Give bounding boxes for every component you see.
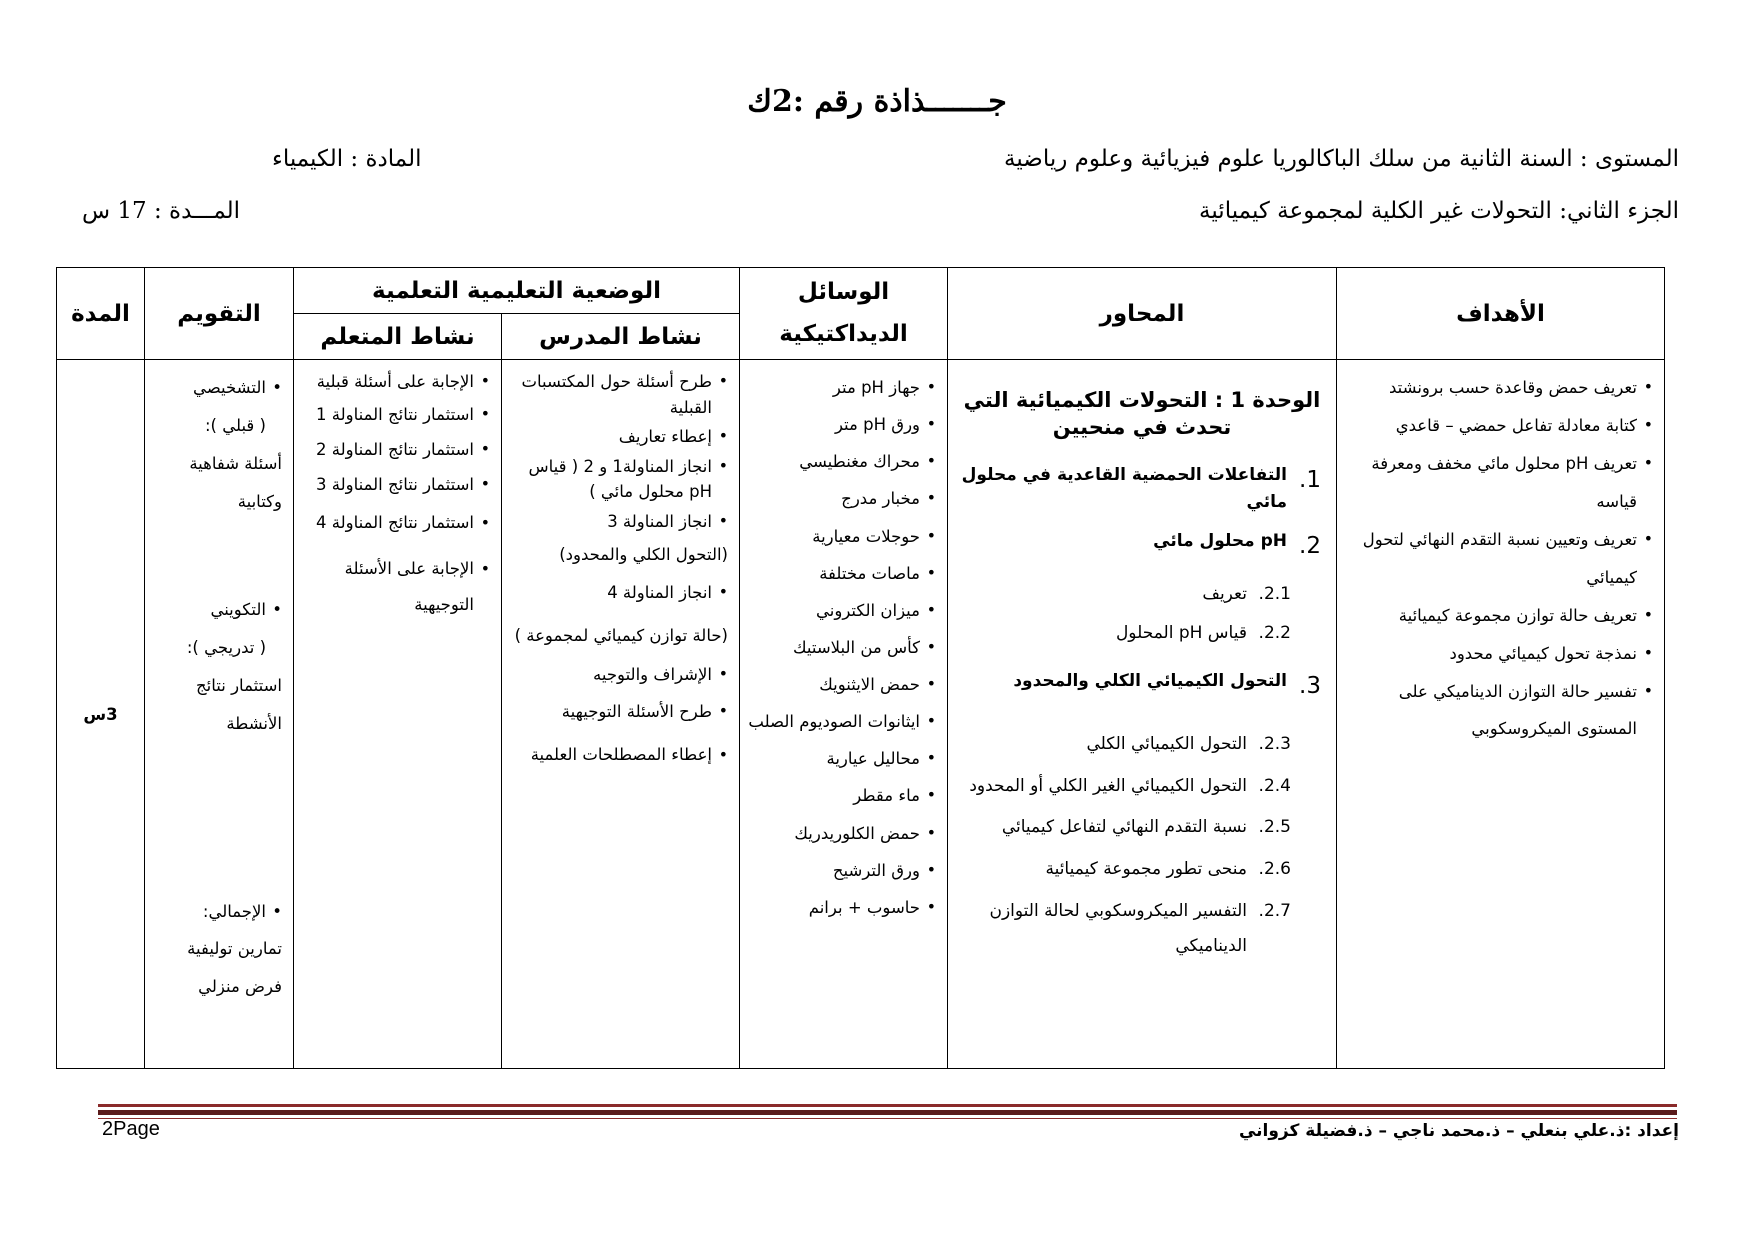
tool-item: • محراك مغنطيسي bbox=[747, 443, 936, 480]
goal-item: • كتابة معادلة تفاعل حمضي – قاعدي bbox=[1344, 407, 1653, 445]
lesson-plan-table bbox=[56, 267, 1665, 1069]
learner-activity-item: • الإجابة على أسئلة قبلية bbox=[301, 369, 490, 395]
teacher-activity-list bbox=[503, 361, 738, 534]
part-line: الجزء الثاني: التحولات غير الكلية لمجموعة كيميائية bbox=[1199, 198, 1679, 224]
evaluation-summative: • الإجمالي: تمارين توليفية فرض منزلي bbox=[146, 743, 292, 1007]
evaluation-formative: • التكويني ( تدريجي ): استثمار نتائج الأنشطة bbox=[146, 521, 292, 743]
evaluation-header: التقويم bbox=[145, 268, 294, 360]
tool-item: • مخبار مدرج bbox=[747, 480, 936, 517]
page-number: 2Page bbox=[102, 1118, 160, 1140]
goals-header: الأهداف bbox=[1337, 268, 1665, 360]
goal-item: • تعريف حالة توازن مجموعة كيميائية bbox=[1344, 597, 1653, 635]
teacher-activity-list-3 bbox=[503, 662, 738, 773]
teacher-activity-note-list bbox=[503, 542, 738, 568]
axis-subitem: 2.7. التفسير الميكروسكوبي لحالة التوازن الديناميكي bbox=[989, 900, 1291, 957]
teacher-activity-item: • انجاز المناولة 4 bbox=[509, 580, 728, 606]
axis-subitem: 2.2. قياس pH المحلول bbox=[1115, 623, 1291, 644]
teacher-activity-list-2 bbox=[503, 580, 738, 606]
tool-item: • حمض الكلوريدريك bbox=[747, 815, 936, 852]
prepared-by: إعداد :ذ.علي بنعلي – ذ.محمد ناجي – ذ.فضيلة كزواني bbox=[1238, 1121, 1679, 1141]
tool-item: • حمض الايثنويك bbox=[747, 666, 936, 703]
teacher-activity-note-list-2 bbox=[503, 618, 738, 654]
tool-item: • كأس من البلاستيك bbox=[747, 629, 936, 666]
learner-activity-header: نشاط المتعلم bbox=[294, 314, 502, 360]
duration-header: المدة bbox=[57, 268, 145, 360]
goal-item: • نمذجة تحول كيميائي محدود bbox=[1344, 635, 1653, 673]
axis-subitem: 2.5. نسبة التقدم النهائي لتفاعل كيميائي bbox=[1001, 817, 1291, 838]
tool-item: • ايثانوات الصوديوم الصلب bbox=[747, 703, 936, 740]
goal-item: • تعريف وتعيين نسبة التقدم النهائي لتحول كيميائي bbox=[1344, 521, 1653, 597]
axis-subitem: 2.3. التحول الكيميائي الكلي bbox=[1086, 733, 1291, 754]
learner-activity-list bbox=[295, 361, 500, 623]
level-line: المستوى : السنة الثانية من سلك الباكالوريا علوم فيزيائية وعلوم رياضية bbox=[1004, 146, 1679, 172]
axis-subitem: 2.1. تعريف bbox=[1202, 583, 1291, 604]
tools-cell bbox=[740, 360, 948, 1069]
unit-title: الوحدة 1 : التحولات الكيميائية التي تحدث في منحيين bbox=[963, 388, 1321, 440]
axis-heading: 3. التحول الكيميائي الكلي والمحدود bbox=[1013, 671, 1321, 700]
teacher-activity-cell bbox=[502, 360, 740, 1069]
teacher-activity-item: • إعطاء تعاريف bbox=[509, 424, 728, 450]
goal-item: • تعريف حمض وقاعدة حسب برونشتد bbox=[1344, 369, 1653, 407]
teacher-activity-item: • انجاز المناولة1 و 2 ( قياس pH محلول مائي ) bbox=[509, 454, 728, 505]
evaluation-cell bbox=[145, 360, 294, 1069]
axis-subitem: 2.6. منحى تطور مجموعة كيميائية bbox=[1045, 859, 1291, 879]
goals-cell bbox=[1337, 360, 1665, 1069]
tool-item: • محاليل عيارية bbox=[747, 740, 936, 777]
goal-item: • تعريف pH محلول مائي مخفف ومعرفة قياسه bbox=[1344, 445, 1653, 521]
axis-subitem: 2.4. التحول الكيميائي الغير الكلي أو المحدود bbox=[969, 775, 1291, 796]
tools-list bbox=[741, 361, 946, 926]
tool-item: • جهاز pH متر bbox=[747, 369, 936, 406]
goal-item: • تفسير حالة التوازن الديناميكي على المستوى الميكروسكوبي bbox=[1344, 673, 1653, 749]
teacher-activity-item: • طرح أسئلة حول المكتسبات القبلية bbox=[509, 369, 728, 420]
tool-item: • ورق pH متر bbox=[747, 406, 936, 443]
footer-rule-thick bbox=[98, 1110, 1677, 1115]
situation-header: الوضعية التعليمية التعلمية bbox=[294, 268, 740, 314]
teacher-activity-item: • انجاز المناولة 3 bbox=[509, 509, 728, 535]
footer-rule-thin bbox=[98, 1118, 1677, 1119]
goals-list bbox=[1338, 361, 1663, 748]
tool-item: • ماء مقطر bbox=[747, 777, 936, 814]
learner-activity-item: • استثمار نتائج المناولة 1 bbox=[301, 399, 490, 430]
teacher-activity-note: (التحول الكلي والمحدود) bbox=[559, 545, 728, 565]
axis-heading: 2. pH محلول مائي bbox=[1153, 530, 1321, 559]
footer-rule bbox=[98, 1104, 1677, 1107]
axes-header: المحاور bbox=[948, 268, 1337, 360]
teacher-activity-item: • الإشراف والتوجيه bbox=[509, 662, 728, 688]
tools-header: الوسائل الديداكتيكية bbox=[740, 268, 948, 360]
learner-activity-item: • استثمار نتائج المناولة 3 bbox=[301, 469, 490, 500]
teacher-activity-header: نشاط المدرس bbox=[502, 314, 740, 360]
teacher-activity-item: • طرح الأسئلة التوجيهية bbox=[509, 699, 728, 725]
subject-line: المادة : الكيمياء bbox=[272, 146, 422, 172]
learner-activity-item: • استثمار نتائج المناولة 4 bbox=[301, 505, 490, 541]
axis-heading: 1. التفاعلات الحمضية القاعدية في محلول مائي bbox=[961, 464, 1321, 512]
teacher-activity-item: • إعطاء المصطلحات العلمية bbox=[509, 737, 728, 773]
teacher-activity-note: (حالة توازن كيميائي لمجموعة ) bbox=[514, 625, 728, 645]
evaluation-diagnostic: • التشخيصي ( قبلي ): أسئلة شفاهية وكتابية bbox=[146, 361, 292, 521]
total-duration: المـــدة : 17 س bbox=[82, 198, 241, 224]
axes-cell bbox=[948, 360, 1337, 1069]
tool-item: • ميزان الكتروني bbox=[747, 592, 936, 629]
tool-item: • ورق الترشيح bbox=[747, 852, 936, 889]
learner-activity-cell bbox=[294, 360, 502, 1069]
learner-activity-item: • استثمار نتائج المناولة 2 bbox=[301, 434, 490, 465]
document-title: جـــــــذاذة رقم :2ك bbox=[747, 84, 1007, 119]
tool-item: • ماصات مختلفة bbox=[747, 555, 936, 592]
session-duration: 3س bbox=[57, 360, 145, 1069]
tool-item: • حوجلات معيارية bbox=[747, 518, 936, 555]
learner-activity-item: • الإجابة على الأسئلة التوجيهية bbox=[301, 551, 490, 624]
tool-item: • حاسوب + برانم bbox=[747, 889, 936, 926]
